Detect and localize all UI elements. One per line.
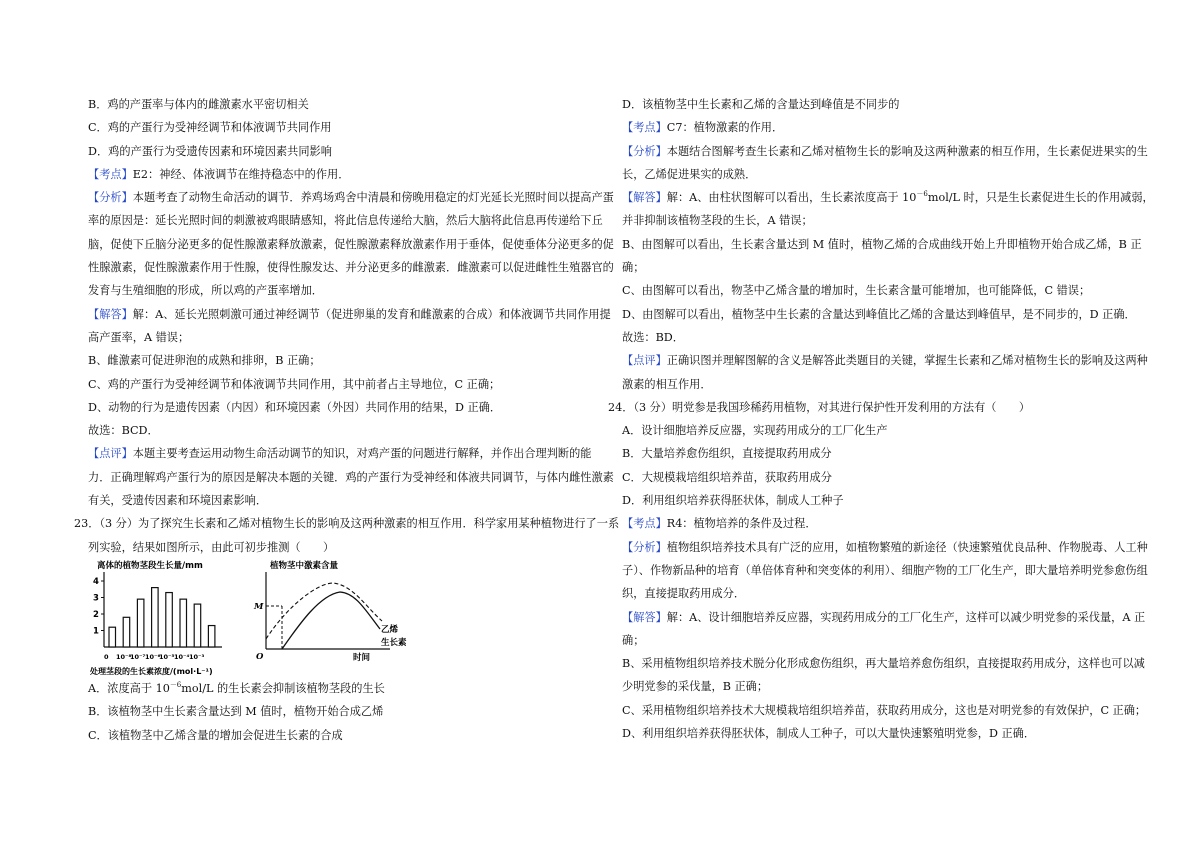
time-label: 时间	[353, 652, 371, 663]
fenxi-text: 植物组织培养技术具有广泛的应用，如植物繁殖的新途径（快速繁殖优良品种、作物脱毒、人工种	[666, 540, 1148, 554]
bar	[123, 617, 130, 647]
option-a	[88, 677, 598, 700]
fenxi-line	[88, 186, 614, 209]
question-23: 23．（3 分）为了探究生长素和乙烯对植物生长的影响及这两种激素的相互作用．科学家用某种植物进行了一系	[74, 517, 620, 531]
jieda-cont: 故选：BD．	[622, 330, 684, 344]
option-b: B．该植物茎中生长素含量达到 M 值时，植物开始合成乙烯	[88, 705, 384, 719]
kaodian-text: R4：植物培养的条件及过程．	[666, 517, 817, 531]
bar	[166, 592, 173, 646]
auxin-label: 生长素	[381, 637, 407, 648]
fenxi-cont: 子）、作物新品种的培育（单倍体育种和突变体的利用）、细胞产物的工厂化生产，即大量培养明党参愈伤组	[622, 563, 1148, 577]
dianping-line	[88, 442, 598, 465]
dianping-tag: 【点评】	[622, 354, 667, 368]
dianping-text: 正确识图并理解图解的含义是解答此类题目的关键，掌握生长素和乙烯对植物生长的影响及这两种	[666, 354, 1148, 368]
jieda-text: 解：A、延长光照刺激可通过神经调节（促进卵巢的发育和雌激素的合成）和体液调节共同作用提	[132, 307, 611, 321]
line-chart-title: 植物茎中激素含量	[270, 560, 339, 571]
line-chart	[254, 559, 428, 677]
jieda-cont: D、动物的行为是遗传因素（内因）和环境因素（外因）共同作用的结果，D 正确．	[88, 400, 502, 414]
jieda-text: 解：A、设计细胞培养反应器，实现药用成分的工厂化生产，这样可以减少明党参的采伐量，A 正	[666, 610, 1146, 624]
bar	[152, 588, 159, 647]
bar	[109, 627, 116, 647]
jieda-cont: 确；	[622, 261, 645, 275]
kaodian-text: C7：植物激素的作用．	[666, 121, 784, 135]
jieda-line	[622, 186, 1154, 209]
option-a-pre: A．浓度高于 10	[88, 681, 170, 695]
kaodian-tag: 【考点】	[88, 167, 133, 181]
bar	[194, 604, 201, 647]
fenxi-text: 本题考查了动物生命活动的调节．养鸡场鸡舍中清晨和傍晚用稳定的灯光延长光照时间以提高产蛋	[132, 191, 614, 205]
left-column	[74, 93, 620, 747]
bar-x-tick-label: 0	[104, 652, 109, 661]
bar-chart-title: 离体的植物茎段生长量/mm	[97, 560, 203, 571]
bar-chart	[88, 559, 248, 677]
q24-option-a: A．设计细胞培养反应器，实现药用成分的工厂化生产	[622, 424, 888, 438]
fenxi-tag: 【分析】	[88, 191, 133, 205]
option-a-sup: －6	[169, 680, 182, 689]
q24-option-d: D．利用组织培养获得胚状体，制成人工种子	[622, 494, 844, 508]
kaodian-tag: 【考点】	[622, 517, 667, 531]
jieda-cont: B、采用植物组织培养技术脱分化形成愈伤组织，再大量培养愈伤组织，直接提取药用成分，这样也可以减	[622, 657, 1145, 671]
option-d: D．鸡的产蛋行为受遗传因素和环境因素共同影响	[88, 144, 332, 158]
bar	[208, 625, 215, 646]
bar-x-tick-label: 10⁻⁴	[174, 652, 190, 661]
jieda-pre: 解：A、由柱状图解可以看出，生长素浓度高于 10	[666, 191, 917, 205]
option-b: B．鸡的产蛋率与体内的雌激素水平密切相关	[88, 98, 309, 111]
jieda-tag: 【解答】	[622, 191, 667, 205]
figure-area	[88, 559, 598, 677]
option-d: D．该植物茎中生长素和乙烯的含量达到峰值是不同步的	[622, 98, 900, 111]
jieda-sup: －6	[916, 190, 928, 199]
fenxi-cont: 性腺激素，促性腺激素作用于性腺，使得性腺发达、并分泌更多的雌激素．雌激素可以促进雌性生殖器官的	[88, 261, 614, 275]
auxin-curve	[266, 583, 382, 639]
q24-option-c: C．大规模栽培组织培养苗，获取药用成分	[622, 470, 832, 484]
ethylene-label: 乙烯	[381, 624, 399, 635]
jieda-cont: 高产蛋率，A 错误；	[88, 330, 190, 344]
jieda-post: mol/L 时，只是生长素促进生长的作用减弱，	[927, 191, 1154, 205]
option-c: C．该植物茎中乙烯含量的增加会促进生长素的合成	[88, 728, 343, 742]
ethylene-curve	[282, 592, 380, 649]
kaodian-tag: 【考点】	[622, 121, 667, 135]
bar-chart-xlabel: 处理茎段的生长素浓度/(mol·L⁻¹)	[90, 666, 213, 676]
jieda-cont: B、雌激素可促进卵泡的成熟和排卵，B 正确；	[88, 354, 321, 368]
fenxi-cont: 长，乙烯促进果实的成熟．	[622, 167, 757, 181]
jieda-cont: D、利用组织培养获得胚状体，制成人工种子，可以大量快速繁殖明党参，D 正确．	[622, 727, 1036, 741]
m-label: M	[254, 601, 264, 612]
kaodian-line	[622, 116, 1132, 139]
option-c: C．鸡的产蛋行为受神经调节和体液调节共同作用	[88, 121, 332, 135]
dianping-line	[622, 349, 1148, 372]
fenxi-text: 本题结合图解考查生长素和乙烯对植物生长的影响及这两种激素的相互作用，生长素促进果实的生	[666, 144, 1148, 158]
jieda-cont: 故选：BCD．	[88, 424, 159, 438]
question-24: 24．（3 分）明党参是我国珍稀药用植物，对其进行保护性开发利用的方法有（ ）	[608, 400, 1031, 414]
fenxi-cont: 发育与生殖细胞的形成，所以鸡的产蛋率增加．	[88, 284, 323, 298]
jieda-line	[622, 606, 1146, 629]
jieda-cont: 并非抑制该植物茎段的生长，A 错误；	[622, 214, 813, 228]
origin-label: O	[256, 651, 264, 662]
jieda-tag: 【解答】	[88, 307, 133, 321]
kaodian-line	[622, 512, 1132, 535]
jieda-line	[88, 303, 611, 326]
jieda-cont: B、由图解可以看出，生长素含量达到 M 值时，植物乙烯的合成曲线开始上升即植物开始合成乙烯，B 正	[622, 237, 1142, 251]
kaodian-line	[88, 163, 598, 186]
dianping-text: 本题主要考查运用动物生命活动调节的知识，对鸡产蛋的问题进行解释，并作出合理判断的能	[132, 447, 592, 461]
fenxi-line	[622, 140, 1148, 163]
dianping-tag: 【点评】	[88, 447, 133, 461]
dianping-cont: 有关，受遗传因素和环境因素影响．	[88, 494, 268, 508]
dianping-cont: 激素的相互作用．	[622, 377, 712, 391]
bar-y-tick-label: 1	[93, 626, 99, 637]
bar	[137, 599, 144, 647]
fenxi-tag: 【分析】	[622, 144, 667, 158]
fenxi-cont: 脑，促使下丘脑分泌更多的促性腺激素释放激素，促性腺激素释放激素作用于垂体，促使垂体分泌更多的促	[88, 237, 614, 251]
bar-x-tick-label: 10⁻³	[189, 652, 205, 661]
jieda-cont: C、由图解可以看出，物茎中乙烯含量的增加时，生长素含量可能增加，也可能降低，C 错误；	[622, 284, 1091, 298]
bar-x-tick-label: 10⁻⁸	[116, 652, 132, 661]
kaodian-text: E2：神经、体液调节在维持稳态中的作用．	[132, 167, 350, 181]
question-23-cont: 列实验，结果如图所示，由此可初步推测（ ）	[88, 540, 335, 554]
q24-option-b: B．大量培养愈伤组织，直接提取药用成分	[622, 447, 832, 461]
bar-x-tick-label: 10⁻⁷	[130, 652, 146, 661]
dianping-cont: 力．正确理解鸡产蛋行为的原因是解决本题的关键．鸡的产蛋行为受神经和体液共同调节，与体内雌性激素	[88, 470, 614, 484]
fenxi-cont: 织，直接提取药用成分．	[622, 587, 746, 601]
jieda-tag: 【解答】	[622, 610, 667, 624]
fenxi-cont: 率的原因是：延长光照时间的刺激被鸡眼睛感知，将此信息传递给大脑，然后大脑将此信息再传递给下丘	[88, 214, 603, 228]
bar-y-tick-label: 2	[93, 609, 99, 620]
jieda-cont: C、采用植物组织培养技术大规模栽培组织培养苗，获取药用成分，这也是对明党参的有效保护，C 正确；	[622, 703, 1147, 717]
bar-y-tick-label: 4	[93, 576, 99, 587]
bar	[180, 599, 187, 647]
jieda-cont: 少明党参的采伐量，B 正确；	[622, 680, 769, 694]
right-column	[608, 93, 1154, 745]
option-a-post: mol/L 的生长素会抑制该植物茎段的生长	[181, 681, 385, 695]
bar-y-tick-label: 3	[93, 593, 99, 604]
jieda-cont: 确；	[622, 633, 645, 647]
jieda-cont: C、鸡的产蛋行为受神经调节和体液调节共同作用，其中前者占主导地位，C 正确；	[88, 377, 501, 391]
fenxi-line	[622, 536, 1148, 559]
bar-x-tick-label: 10⁻⁵	[159, 652, 175, 661]
jieda-cont: D、由图解可以看出，植物茎中生长素的含量达到峰值比乙烯的含量达到峰值早，是不同步的，D 正确．	[622, 307, 1136, 321]
fenxi-tag: 【分析】	[622, 540, 667, 554]
bar-x-tick-label: 10⁻⁶	[145, 652, 161, 661]
